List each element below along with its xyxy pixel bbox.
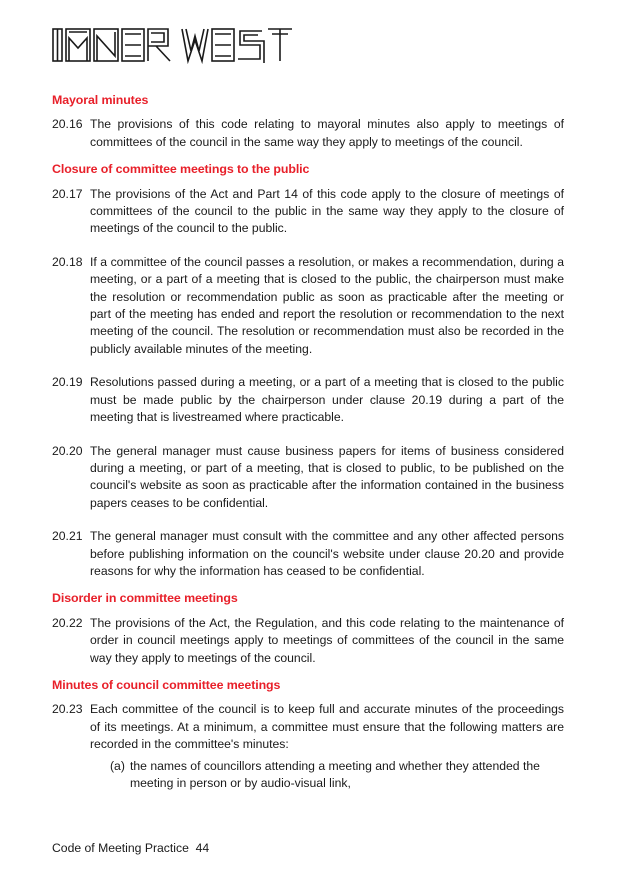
section-heading: Closure of committee meetings to the public — [52, 162, 310, 177]
clause — [52, 116, 564, 151]
document-body — [52, 92, 564, 792]
clause-text: The provisions of the Act, the Regulation, and this code relating to the maintenance of order in council meetings apply to meetings of committees of the council in the same way they apply to meetings of the council. — [90, 615, 564, 665]
clause-text: Each committee of the council is to keep full and accurate minutes of the proceedings of its meetings. At a minimum, a committee must ensure that the following matters are recorded in the committee's minutes: — [90, 702, 564, 752]
clause-text-wrap — [90, 701, 564, 753]
clause-number: 20.21 — [52, 529, 83, 544]
clause-number: 20.17 — [52, 186, 83, 201]
sub-clause-label: (a) — [110, 758, 125, 773]
clause-text: The general manager must consult with the committee and any other affected persons before publishing information on the council's website under clause 20.20 and provide reasons for why the information has ceased to be confidential. — [90, 529, 564, 578]
clause-text: The provisions of this code relating to mayoral minutes also apply to meetings of committees of the council in the same way they apply to meetings of the council. — [90, 117, 564, 149]
clause-text: Resolutions passed during a meeting, or a part of a meeting that is closed to the public must be made public by the chairperson under clause 20.19 during a part of the meeting that is livestreamed where practicable. — [90, 375, 564, 425]
document-title: Code of Meeting Practice — [52, 841, 189, 855]
section-heading: Disorder in committee meetings — [52, 591, 238, 606]
section-heading: Mayoral minutes — [52, 93, 149, 107]
clause-text: If a committee of the council passes a resolution, or makes a recommendation, during a meeting, or a part of a meeting that is closed to the public, the chairperson must make the resolution or recommendation public as soon as practicable after the meeting or part of the meeting has ended and report the resolution or recommendation to the next meeting of the council. The resolution or recommendation must also be recorded in the publicly available minutes of the meeting. — [90, 254, 564, 356]
section-heading: Minutes of council committee meetings — [52, 677, 281, 692]
clause — [52, 528, 564, 580]
sub-clause-text: the names of councillors attending a meeting and whether they attended the meeting in person or by audio-visual link, — [130, 758, 540, 790]
clause-text: The general manager must cause business papers for items of business considered during a meeting, or part of a meeting, that is closed to public, to be published on the council's website as soon as practicable after the information contained in the business papers ceases to be confidential. — [90, 443, 564, 510]
clause — [52, 186, 564, 238]
clause-number: 20.22 — [52, 615, 83, 630]
clause — [52, 443, 564, 513]
inner-west-logo — [52, 26, 292, 64]
clause-number: 20.18 — [52, 254, 83, 269]
clause-number: 20.19 — [52, 375, 83, 390]
clause-number: 20.20 — [52, 443, 83, 458]
clause-number: 20.23 — [52, 702, 83, 717]
clause — [52, 374, 564, 426]
page-footer — [52, 841, 209, 855]
page-number: 44 — [195, 841, 210, 855]
clause — [52, 615, 564, 667]
clause-text: The provisions of the Act and Part 14 of this code apply to the closure of meetings of committees of the council to the public in the same way they apply to the closure of meetings of the council to the public. — [90, 186, 564, 236]
clause-number: 20.16 — [52, 117, 83, 132]
clause — [52, 254, 564, 358]
sub-clause — [110, 758, 564, 793]
clause — [52, 701, 564, 753]
